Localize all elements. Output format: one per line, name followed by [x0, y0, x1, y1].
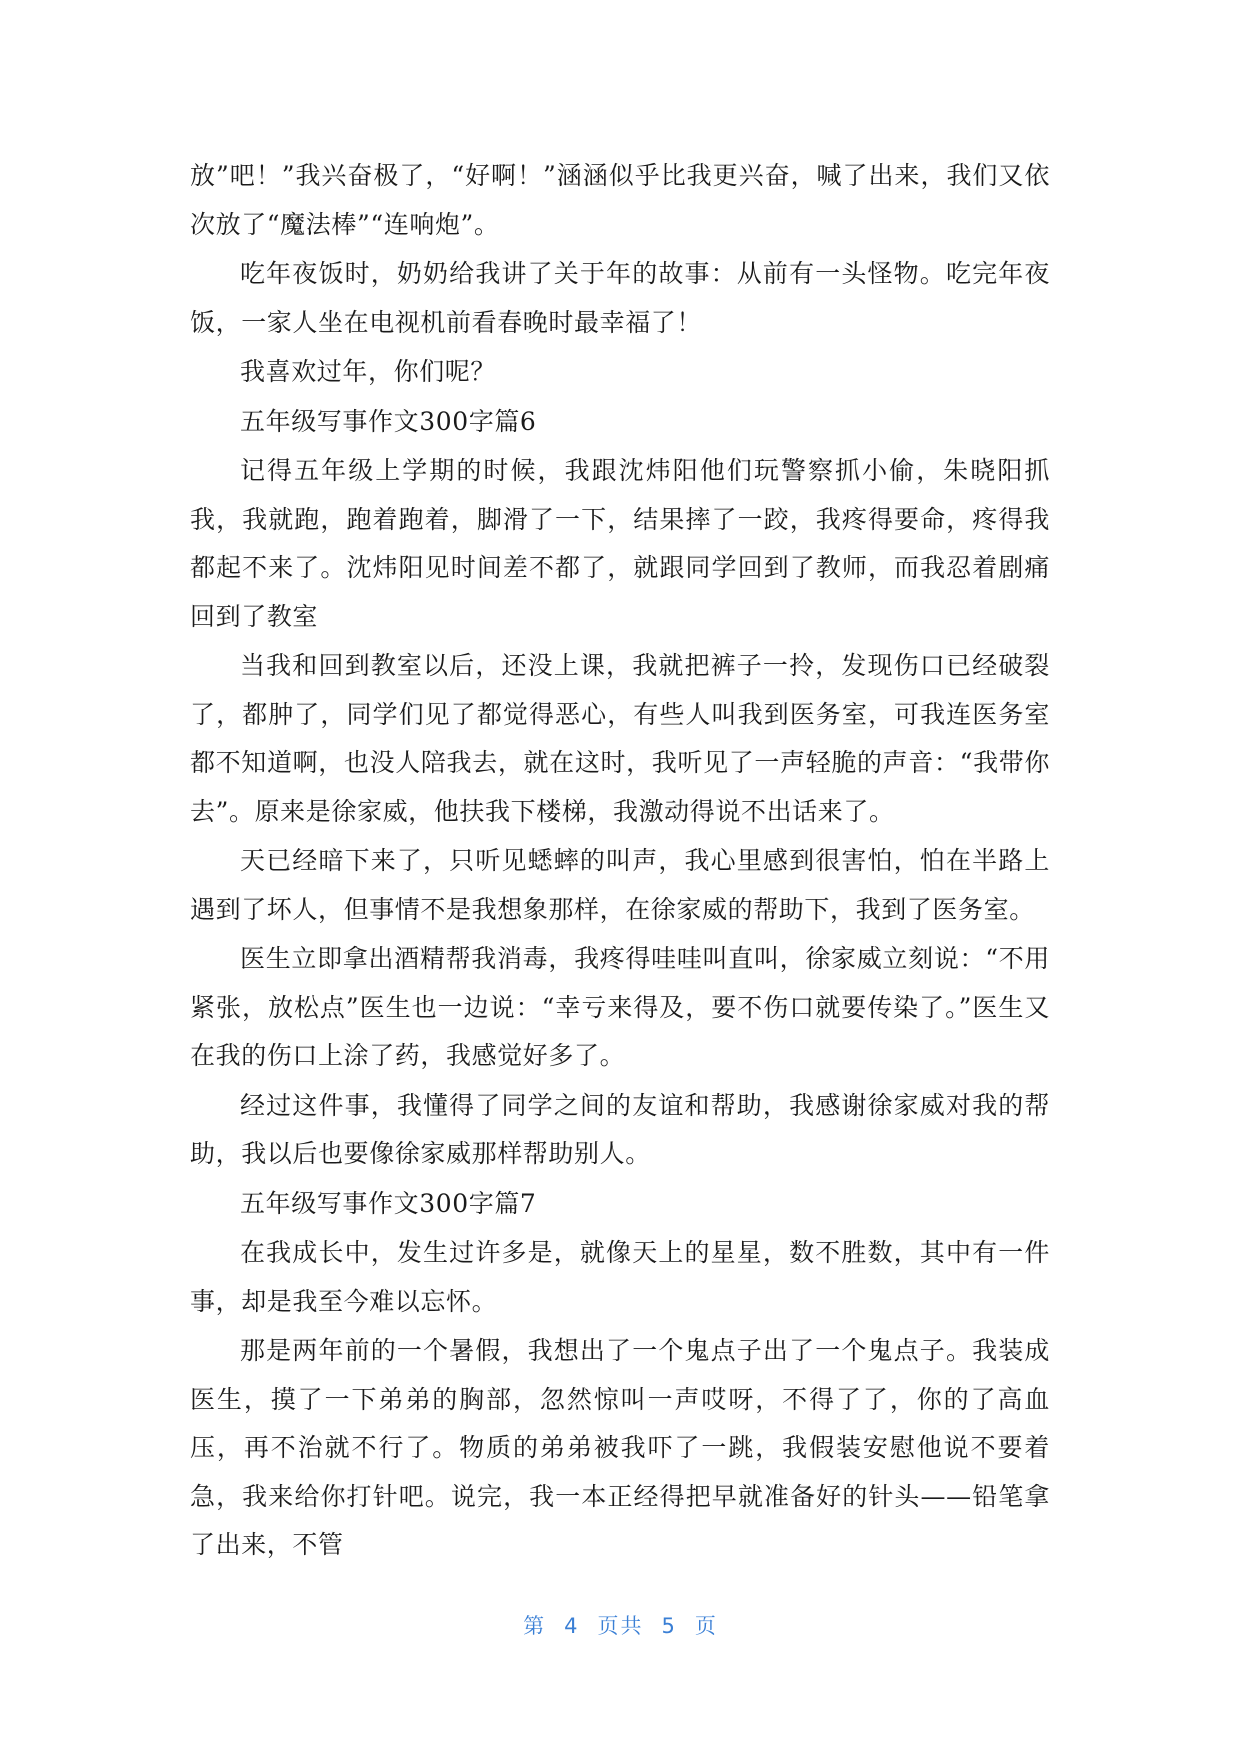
footer-current-page: 4: [564, 1614, 580, 1638]
paragraph: 记得五年级上学期的时候，我跟沈炜阳他们玩警察抓小偷，朱晓阳抓我，我就跑，跑着跑着，脚滑了一下，结果摔了一跤，我疼得要命，疼得我都起不来了。沈炜阳见时间差不都了，就跟同学回到了教师，而我忍着剧痛回到了教室: [190, 456, 1050, 631]
page-footer: [0, 1610, 1241, 1640]
paragraph: 当我和回到教室以后，还没上课，我就把裤子一拎，发现伤口已经破裂了，都肿了，同学们见了都觉得恶心，有些人叫我到医务室，可我连医务室都不知道啊，也没人陪我去，就在这时，我听见了一声轻脆的声音：“我带你去”。原来是徐家威，他扶我下楼梯，我激动得说不出话来了。: [190, 651, 1050, 826]
paragraph: 我喜欢过年，你们呢？: [240, 357, 497, 386]
footer-label-page: 第: [523, 1614, 547, 1638]
paragraph: 在我成长中，发生过许多是，就像天上的星星，数不胜数，其中有一件事，却是我至今难以忘怀。: [190, 1238, 1050, 1316]
paragraph: 放”吧！”我兴奋极了，“好啊！”涵涵似乎比我更兴奋，喊了出来，我们又依次放了“魔法棒”“连响炮”。: [190, 161, 1050, 239]
paragraph: 那是两年前的一个暑假，我想出了一个鬼点子出了一个鬼点子。我装成医生，摸了一下弟弟的胸部，忽然惊叫一声哎呀，不得了了，你的了高血压，再不治就不行了。物质的弟弟被我吓了一跳，我假装安慰他说不要着急，我来给你打针吧。说完，我一本正经得把早就准备好的针头——铅笔拿了出来，不管: [190, 1336, 1050, 1559]
document-body: [190, 152, 1050, 1571]
paragraph: 天已经暗下来了，只听见蟋蟀的叫声，我心里感到很害怕，怕在半路上遇到了坏人，但事情不是我想象那样，在徐家威的帮助下，我到了医务室。: [190, 846, 1050, 924]
footer-label-end: 页: [694, 1614, 718, 1638]
footer-total-pages: 5: [661, 1614, 677, 1638]
paragraph: 吃年夜饭时，奶奶给我讲了关于年的故事：从前有一头怪物。吃完年夜饭，一家人坐在电视机前看春晚时最幸福了！: [190, 259, 1050, 337]
footer-label-of: 页共: [597, 1614, 644, 1638]
paragraph: 经过这件事，我懂得了同学之间的友谊和帮助，我感谢徐家威对我的帮助，我以后也要像徐家威那样帮助别人。: [190, 1090, 1050, 1168]
section-heading: 五年级写事作文300字篇7: [240, 1188, 537, 1218]
section-heading: 五年级写事作文300字篇6: [240, 406, 537, 436]
paragraph: 医生立即拿出酒精帮我消毒，我疼得哇哇叫直叫，徐家威立刻说：“不用紧张，放松点”医生也一边说：“幸亏来得及，要不伤口就要传染了。”医生又在我的伤口上涂了药，我感觉好多了。: [190, 944, 1050, 1070]
